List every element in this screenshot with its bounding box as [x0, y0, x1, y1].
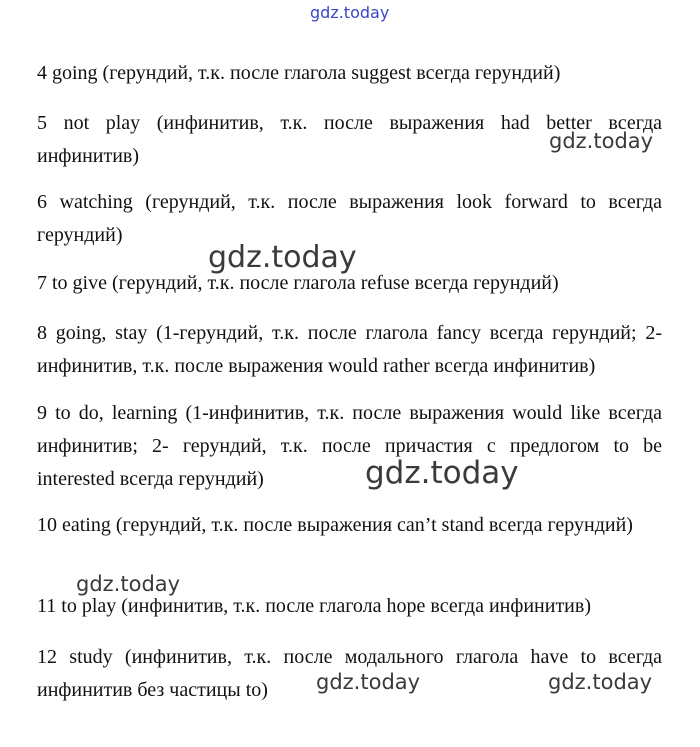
watermark-2: gdz.today	[208, 240, 357, 275]
answer-item-7: 7 to give (герундий, т.к. после глагола refuse всегда герундий)	[37, 272, 559, 294]
watermark-5: gdz.today	[316, 670, 421, 694]
answer-item-12: 12 study (инфинитив, т.к. после модального глагола have to всегда инфинитив без частицы to)	[37, 646, 662, 701]
watermark-4: gdz.today	[76, 572, 181, 596]
answer-item-11: 11 to play (инфинитив, т.к. после глагола hope всегда инфинитив)	[37, 595, 591, 617]
answer-item-10: 10 eating (герундий, т.к. после выражения can’t stand всегда герундий)	[37, 514, 633, 536]
watermark-6: gdz.today	[548, 670, 653, 694]
answer-item-5: 5 not play (инфинитив, т.к. после выражения had better всегда инфинитив)	[37, 112, 662, 167]
watermark-1: gdz.today	[549, 129, 654, 153]
site-watermark-top: gdz.today	[310, 3, 390, 22]
answer-item-8: 8 going, stay (1-герундий, т.к. после глагола fancy всегда герундий; 2-инфинитив, т.к. после выражения would rather всегда инфинитив)	[37, 322, 662, 377]
answer-item-4: 4 going (герундий, т.к. после глагола suggest всегда герундий)	[37, 62, 561, 84]
answer-item-9: 9 to do, learning (1-инфинитив, т.к. после выражения would like всегда инфинитив; 2- герундий, т.к. после причастия с предлогом to be interested всегда герундий)	[37, 402, 662, 490]
answer-item-6: 6 watching (герундий, т.к. после выражения look forward to всегда герундий)	[37, 191, 662, 246]
watermark-3: gdz.today	[365, 455, 519, 491]
